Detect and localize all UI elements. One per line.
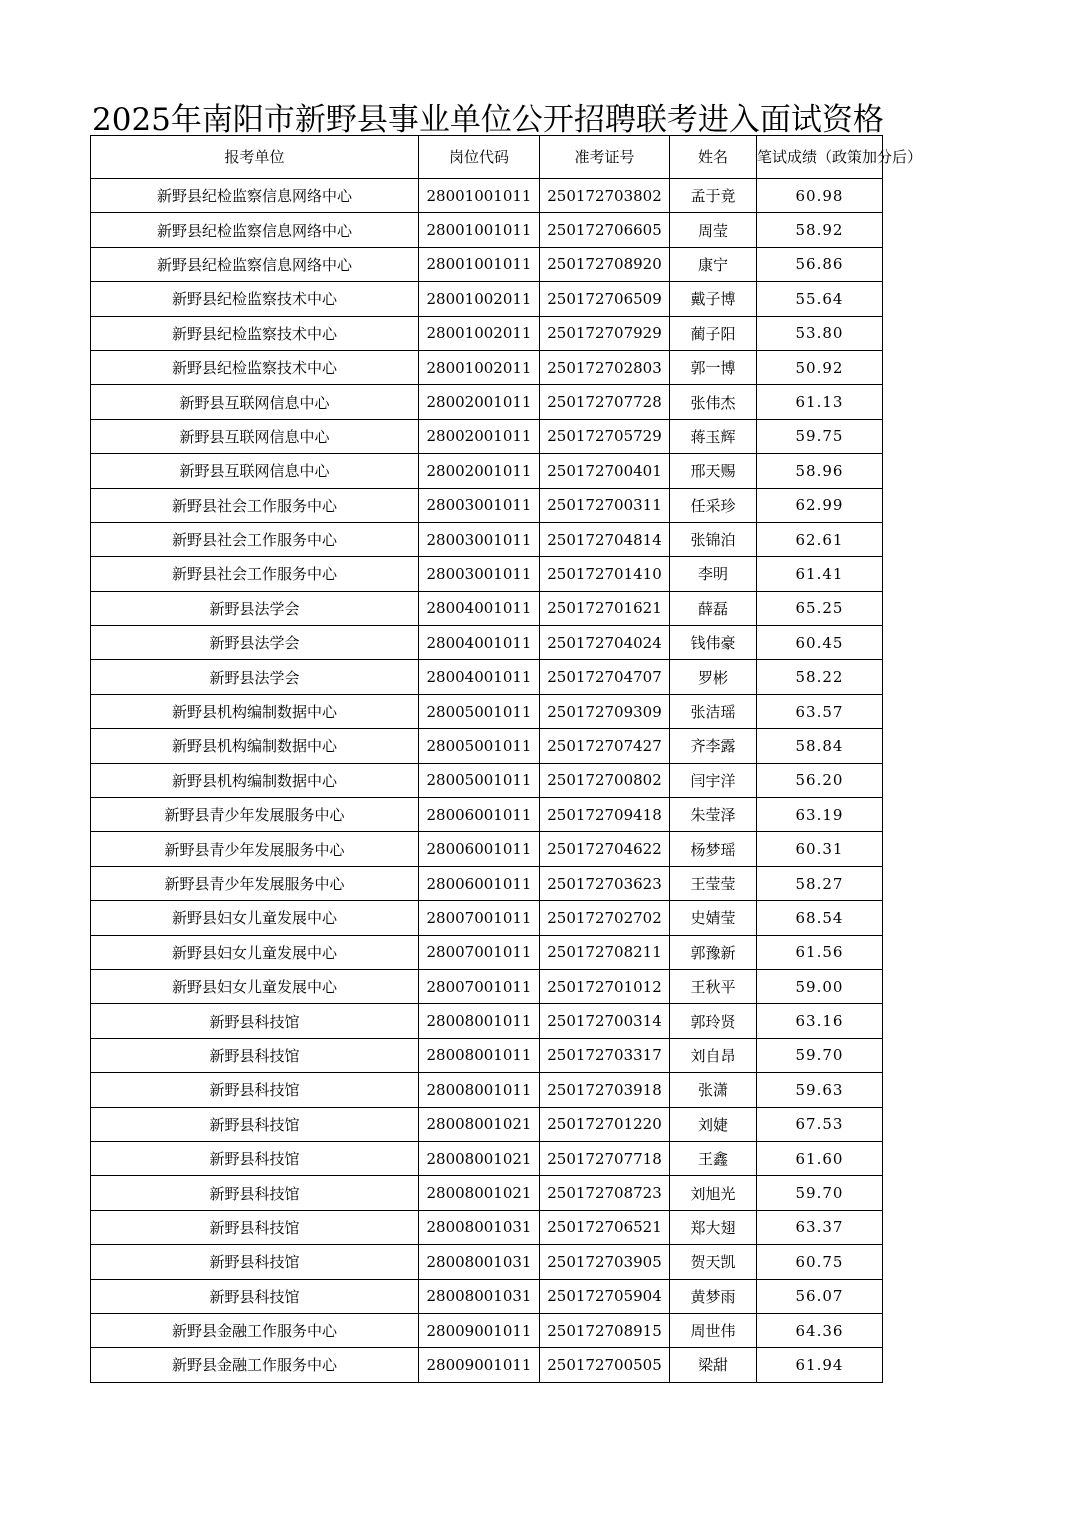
table-row xyxy=(91,1004,883,1038)
table-row xyxy=(91,694,883,728)
cell-name: 薛磊 xyxy=(670,591,757,625)
cell-score: 60.31 xyxy=(757,832,883,866)
cell-post-code: 28003001011 xyxy=(419,557,540,591)
cell-ticket-no: 250172701220 xyxy=(540,1107,670,1141)
cell-post-code: 28006001011 xyxy=(419,866,540,900)
cell-ticket-no: 250172708920 xyxy=(540,247,670,281)
cell-name: 周世伟 xyxy=(670,1313,757,1347)
cell-unit: 新野县法学会 xyxy=(91,626,419,660)
cell-unit: 新野县妇女儿童发展中心 xyxy=(91,969,419,1003)
cell-ticket-no: 250172709309 xyxy=(540,694,670,728)
cell-ticket-no: 250172706521 xyxy=(540,1210,670,1244)
cell-post-code: 28003001011 xyxy=(419,488,540,522)
table-row xyxy=(91,1107,883,1141)
cell-unit: 新野县青少年发展服务中心 xyxy=(91,866,419,900)
cell-score: 55.64 xyxy=(757,282,883,316)
table-row xyxy=(91,179,883,213)
cell-score: 59.70 xyxy=(757,1176,883,1210)
cell-name: 朱莹泽 xyxy=(670,798,757,832)
table-row xyxy=(91,1073,883,1107)
cell-name: 贺天凯 xyxy=(670,1245,757,1279)
header-post-code: 岗位代码 xyxy=(419,136,540,179)
cell-score: 50.92 xyxy=(757,350,883,384)
cell-ticket-no: 250172702803 xyxy=(540,350,670,384)
cell-unit: 新野县金融工作服务中心 xyxy=(91,1313,419,1347)
cell-unit: 新野县互联网信息中心 xyxy=(91,419,419,453)
cell-post-code: 28008001031 xyxy=(419,1210,540,1244)
cell-score: 62.99 xyxy=(757,488,883,522)
cell-score: 63.57 xyxy=(757,694,883,728)
cell-score: 63.19 xyxy=(757,798,883,832)
table-row xyxy=(91,935,883,969)
cell-unit: 新野县互联网信息中心 xyxy=(91,385,419,419)
cell-unit: 新野县科技馆 xyxy=(91,1038,419,1072)
cell-name: 郑大翅 xyxy=(670,1210,757,1244)
cell-unit: 新野县纪检监察信息网络中心 xyxy=(91,213,419,247)
cell-unit: 新野县社会工作服务中心 xyxy=(91,522,419,556)
cell-post-code: 28008001031 xyxy=(419,1279,540,1313)
cell-score: 53.80 xyxy=(757,316,883,350)
cell-ticket-no: 250172703317 xyxy=(540,1038,670,1072)
cell-post-code: 28006001011 xyxy=(419,798,540,832)
table-row xyxy=(91,1141,883,1175)
cell-name: 郭豫新 xyxy=(670,935,757,969)
cell-post-code: 28009001011 xyxy=(419,1348,540,1382)
cell-ticket-no: 250172700314 xyxy=(540,1004,670,1038)
cell-name: 杨梦瑶 xyxy=(670,832,757,866)
cell-post-code: 28005001011 xyxy=(419,729,540,763)
table-row xyxy=(91,626,883,660)
cell-score: 68.54 xyxy=(757,901,883,935)
cell-name: 刘旭光 xyxy=(670,1176,757,1210)
cell-post-code: 28002001011 xyxy=(419,385,540,419)
cell-ticket-no: 250172702702 xyxy=(540,901,670,935)
cell-post-code: 28007001011 xyxy=(419,901,540,935)
cell-ticket-no: 250172704814 xyxy=(540,522,670,556)
cell-post-code: 28008001011 xyxy=(419,1038,540,1072)
table-row xyxy=(91,866,883,900)
cell-post-code: 28001002011 xyxy=(419,282,540,316)
table-row xyxy=(91,1245,883,1279)
cell-name: 刘婕 xyxy=(670,1107,757,1141)
table-row xyxy=(91,660,883,694)
table-row xyxy=(91,522,883,556)
cell-ticket-no: 250172707929 xyxy=(540,316,670,350)
cell-unit: 新野县机构编制数据中心 xyxy=(91,694,419,728)
cell-ticket-no: 250172703623 xyxy=(540,866,670,900)
header-ticket-no: 准考证号 xyxy=(540,136,670,179)
cell-ticket-no: 250172703918 xyxy=(540,1073,670,1107)
cell-ticket-no: 250172703802 xyxy=(540,179,670,213)
cell-name: 刘自昂 xyxy=(670,1038,757,1072)
header-unit: 报考单位 xyxy=(91,136,419,179)
cell-name: 钱伟豪 xyxy=(670,626,757,660)
cell-score: 65.25 xyxy=(757,591,883,625)
cell-post-code: 28002001011 xyxy=(419,454,540,488)
cell-name: 康宁 xyxy=(670,247,757,281)
cell-post-code: 28004001011 xyxy=(419,591,540,625)
cell-name: 任采珍 xyxy=(670,488,757,522)
cell-ticket-no: 250172706605 xyxy=(540,213,670,247)
table-row xyxy=(91,832,883,866)
cell-ticket-no: 250172703905 xyxy=(540,1245,670,1279)
cell-post-code: 28001001011 xyxy=(419,247,540,281)
cell-post-code: 28001002011 xyxy=(419,316,540,350)
cell-post-code: 28001002011 xyxy=(419,350,540,384)
cell-score: 63.37 xyxy=(757,1210,883,1244)
cell-ticket-no: 250172700401 xyxy=(540,454,670,488)
cell-ticket-no: 250172704622 xyxy=(540,832,670,866)
cell-unit: 新野县纪检监察技术中心 xyxy=(91,350,419,384)
cell-post-code: 28008001021 xyxy=(419,1176,540,1210)
cell-name: 孟于竟 xyxy=(670,179,757,213)
cell-post-code: 28005001011 xyxy=(419,763,540,797)
cell-name: 李明 xyxy=(670,557,757,591)
cell-ticket-no: 250172707718 xyxy=(540,1141,670,1175)
cell-name: 张洁瑶 xyxy=(670,694,757,728)
cell-score: 59.70 xyxy=(757,1038,883,1072)
cell-name: 周莹 xyxy=(670,213,757,247)
cell-score: 58.27 xyxy=(757,866,883,900)
cell-name: 王秋平 xyxy=(670,969,757,1003)
cell-score: 59.75 xyxy=(757,419,883,453)
cell-post-code: 28009001011 xyxy=(419,1313,540,1347)
cell-ticket-no: 250172700505 xyxy=(540,1348,670,1382)
table-row xyxy=(91,1038,883,1072)
table-row xyxy=(91,247,883,281)
cell-post-code: 28008001031 xyxy=(419,1245,540,1279)
cell-post-code: 28008001021 xyxy=(419,1141,540,1175)
cell-score: 60.45 xyxy=(757,626,883,660)
cell-post-code: 28003001011 xyxy=(419,522,540,556)
cell-unit: 新野县互联网信息中心 xyxy=(91,454,419,488)
cell-name: 张锦泊 xyxy=(670,522,757,556)
cell-ticket-no: 250172708211 xyxy=(540,935,670,969)
cell-name: 郭一博 xyxy=(670,350,757,384)
table-header-row xyxy=(91,136,883,179)
cell-name: 梁甜 xyxy=(670,1348,757,1382)
cell-unit: 新野县妇女儿童发展中心 xyxy=(91,935,419,969)
cell-unit: 新野县纪检监察信息网络中心 xyxy=(91,179,419,213)
cell-name: 张伟杰 xyxy=(670,385,757,419)
cell-score: 58.22 xyxy=(757,660,883,694)
cell-name: 邢天赐 xyxy=(670,454,757,488)
cell-unit: 新野县机构编制数据中心 xyxy=(91,729,419,763)
cell-score: 63.16 xyxy=(757,1004,883,1038)
cell-score: 64.36 xyxy=(757,1313,883,1347)
cell-score: 59.63 xyxy=(757,1073,883,1107)
cell-score: 61.41 xyxy=(757,557,883,591)
cell-post-code: 28004001011 xyxy=(419,626,540,660)
cell-score: 60.75 xyxy=(757,1245,883,1279)
cell-score: 61.56 xyxy=(757,935,883,969)
cell-name: 王莹莹 xyxy=(670,866,757,900)
cell-score: 67.53 xyxy=(757,1107,883,1141)
table-row xyxy=(91,350,883,384)
cell-post-code: 28007001011 xyxy=(419,935,540,969)
cell-score: 62.61 xyxy=(757,522,883,556)
table-row xyxy=(91,557,883,591)
cell-ticket-no: 250172701621 xyxy=(540,591,670,625)
table-row xyxy=(91,901,883,935)
cell-ticket-no: 250172700311 xyxy=(540,488,670,522)
cell-unit: 新野县科技馆 xyxy=(91,1210,419,1244)
cell-ticket-no: 250172701012 xyxy=(540,969,670,1003)
cell-score: 61.13 xyxy=(757,385,883,419)
cell-ticket-no: 250172701410 xyxy=(540,557,670,591)
cell-post-code: 28006001011 xyxy=(419,832,540,866)
cell-name: 齐李露 xyxy=(670,729,757,763)
table-row xyxy=(91,385,883,419)
cell-name: 闫宇洋 xyxy=(670,763,757,797)
cell-name: 史婧莹 xyxy=(670,901,757,935)
cell-ticket-no: 250172706509 xyxy=(540,282,670,316)
cell-unit: 新野县法学会 xyxy=(91,591,419,625)
cell-unit: 新野县科技馆 xyxy=(91,1004,419,1038)
cell-ticket-no: 250172708723 xyxy=(540,1176,670,1210)
cell-post-code: 28004001011 xyxy=(419,660,540,694)
table-row xyxy=(91,282,883,316)
cell-name: 蒋玉辉 xyxy=(670,419,757,453)
cell-unit: 新野县纪检监察信息网络中心 xyxy=(91,247,419,281)
cell-unit: 新野县法学会 xyxy=(91,660,419,694)
cell-score: 58.96 xyxy=(757,454,883,488)
cell-score: 58.84 xyxy=(757,729,883,763)
cell-unit: 新野县社会工作服务中心 xyxy=(91,488,419,522)
cell-unit: 新野县纪检监察技术中心 xyxy=(91,282,419,316)
cell-unit: 新野县妇女儿童发展中心 xyxy=(91,901,419,935)
cell-unit: 新野县科技馆 xyxy=(91,1176,419,1210)
cell-name: 黄梦雨 xyxy=(670,1279,757,1313)
cell-score: 59.00 xyxy=(757,969,883,1003)
table-row xyxy=(91,419,883,453)
cell-ticket-no: 250172704024 xyxy=(540,626,670,660)
cell-ticket-no: 250172708915 xyxy=(540,1313,670,1347)
cell-unit: 新野县青少年发展服务中心 xyxy=(91,832,419,866)
cell-unit: 新野县科技馆 xyxy=(91,1073,419,1107)
cell-ticket-no: 250172700802 xyxy=(540,763,670,797)
cell-score: 60.98 xyxy=(757,179,883,213)
cell-post-code: 28002001011 xyxy=(419,419,540,453)
table-row xyxy=(91,729,883,763)
table-row xyxy=(91,591,883,625)
cell-unit: 新野县机构编制数据中心 xyxy=(91,763,419,797)
cell-name: 张潇 xyxy=(670,1073,757,1107)
cell-post-code: 28005001011 xyxy=(419,694,540,728)
cell-unit: 新野县纪检监察技术中心 xyxy=(91,316,419,350)
table-row xyxy=(91,316,883,350)
header-name: 姓名 xyxy=(670,136,757,179)
table-row xyxy=(91,1279,883,1313)
cell-name: 蔺子阳 xyxy=(670,316,757,350)
table-row xyxy=(91,488,883,522)
table-row xyxy=(91,969,883,1003)
cell-unit: 新野县金融工作服务中心 xyxy=(91,1348,419,1382)
table-row xyxy=(91,1348,883,1382)
cell-ticket-no: 250172709418 xyxy=(540,798,670,832)
cell-unit: 新野县科技馆 xyxy=(91,1245,419,1279)
table-row xyxy=(91,213,883,247)
cell-score: 56.86 xyxy=(757,247,883,281)
cell-unit: 新野县科技馆 xyxy=(91,1141,419,1175)
cell-ticket-no: 250172705729 xyxy=(540,419,670,453)
cell-post-code: 28008001011 xyxy=(419,1004,540,1038)
interview-qualification-table xyxy=(90,135,923,1383)
cell-post-code: 28008001021 xyxy=(419,1107,540,1141)
cell-score: 61.94 xyxy=(757,1348,883,1382)
cell-score: 61.60 xyxy=(757,1141,883,1175)
cell-post-code: 28008001011 xyxy=(419,1073,540,1107)
cell-unit: 新野县科技馆 xyxy=(91,1279,419,1313)
cell-post-code: 28001001011 xyxy=(419,213,540,247)
cell-ticket-no: 250172704707 xyxy=(540,660,670,694)
table-row xyxy=(91,763,883,797)
cell-name: 郭玲贤 xyxy=(670,1004,757,1038)
cell-name: 戴子博 xyxy=(670,282,757,316)
cell-unit: 新野县科技馆 xyxy=(91,1107,419,1141)
cell-post-code: 28007001011 xyxy=(419,969,540,1003)
cell-score: 58.92 xyxy=(757,213,883,247)
cell-ticket-no: 250172707427 xyxy=(540,729,670,763)
cell-score: 56.07 xyxy=(757,1279,883,1313)
table-row xyxy=(91,798,883,832)
cell-unit: 新野县社会工作服务中心 xyxy=(91,557,419,591)
cell-post-code: 28001001011 xyxy=(419,179,540,213)
cell-ticket-no: 250172707728 xyxy=(540,385,670,419)
table-row xyxy=(91,1176,883,1210)
document-title: 2025年南阳市新野县事业单位公开招聘联考进入面试资格 xyxy=(92,102,884,138)
table-row xyxy=(91,1210,883,1244)
cell-score: 56.20 xyxy=(757,763,883,797)
table-row xyxy=(91,454,883,488)
cell-name: 王鑫 xyxy=(670,1141,757,1175)
table-body xyxy=(91,179,883,1383)
cell-unit: 新野县青少年发展服务中心 xyxy=(91,798,419,832)
cell-ticket-no: 250172705904 xyxy=(540,1279,670,1313)
cell-name: 罗彬 xyxy=(670,660,757,694)
header-score: 笔试成绩（政策加分后） xyxy=(757,136,883,179)
table-row xyxy=(91,1313,883,1347)
